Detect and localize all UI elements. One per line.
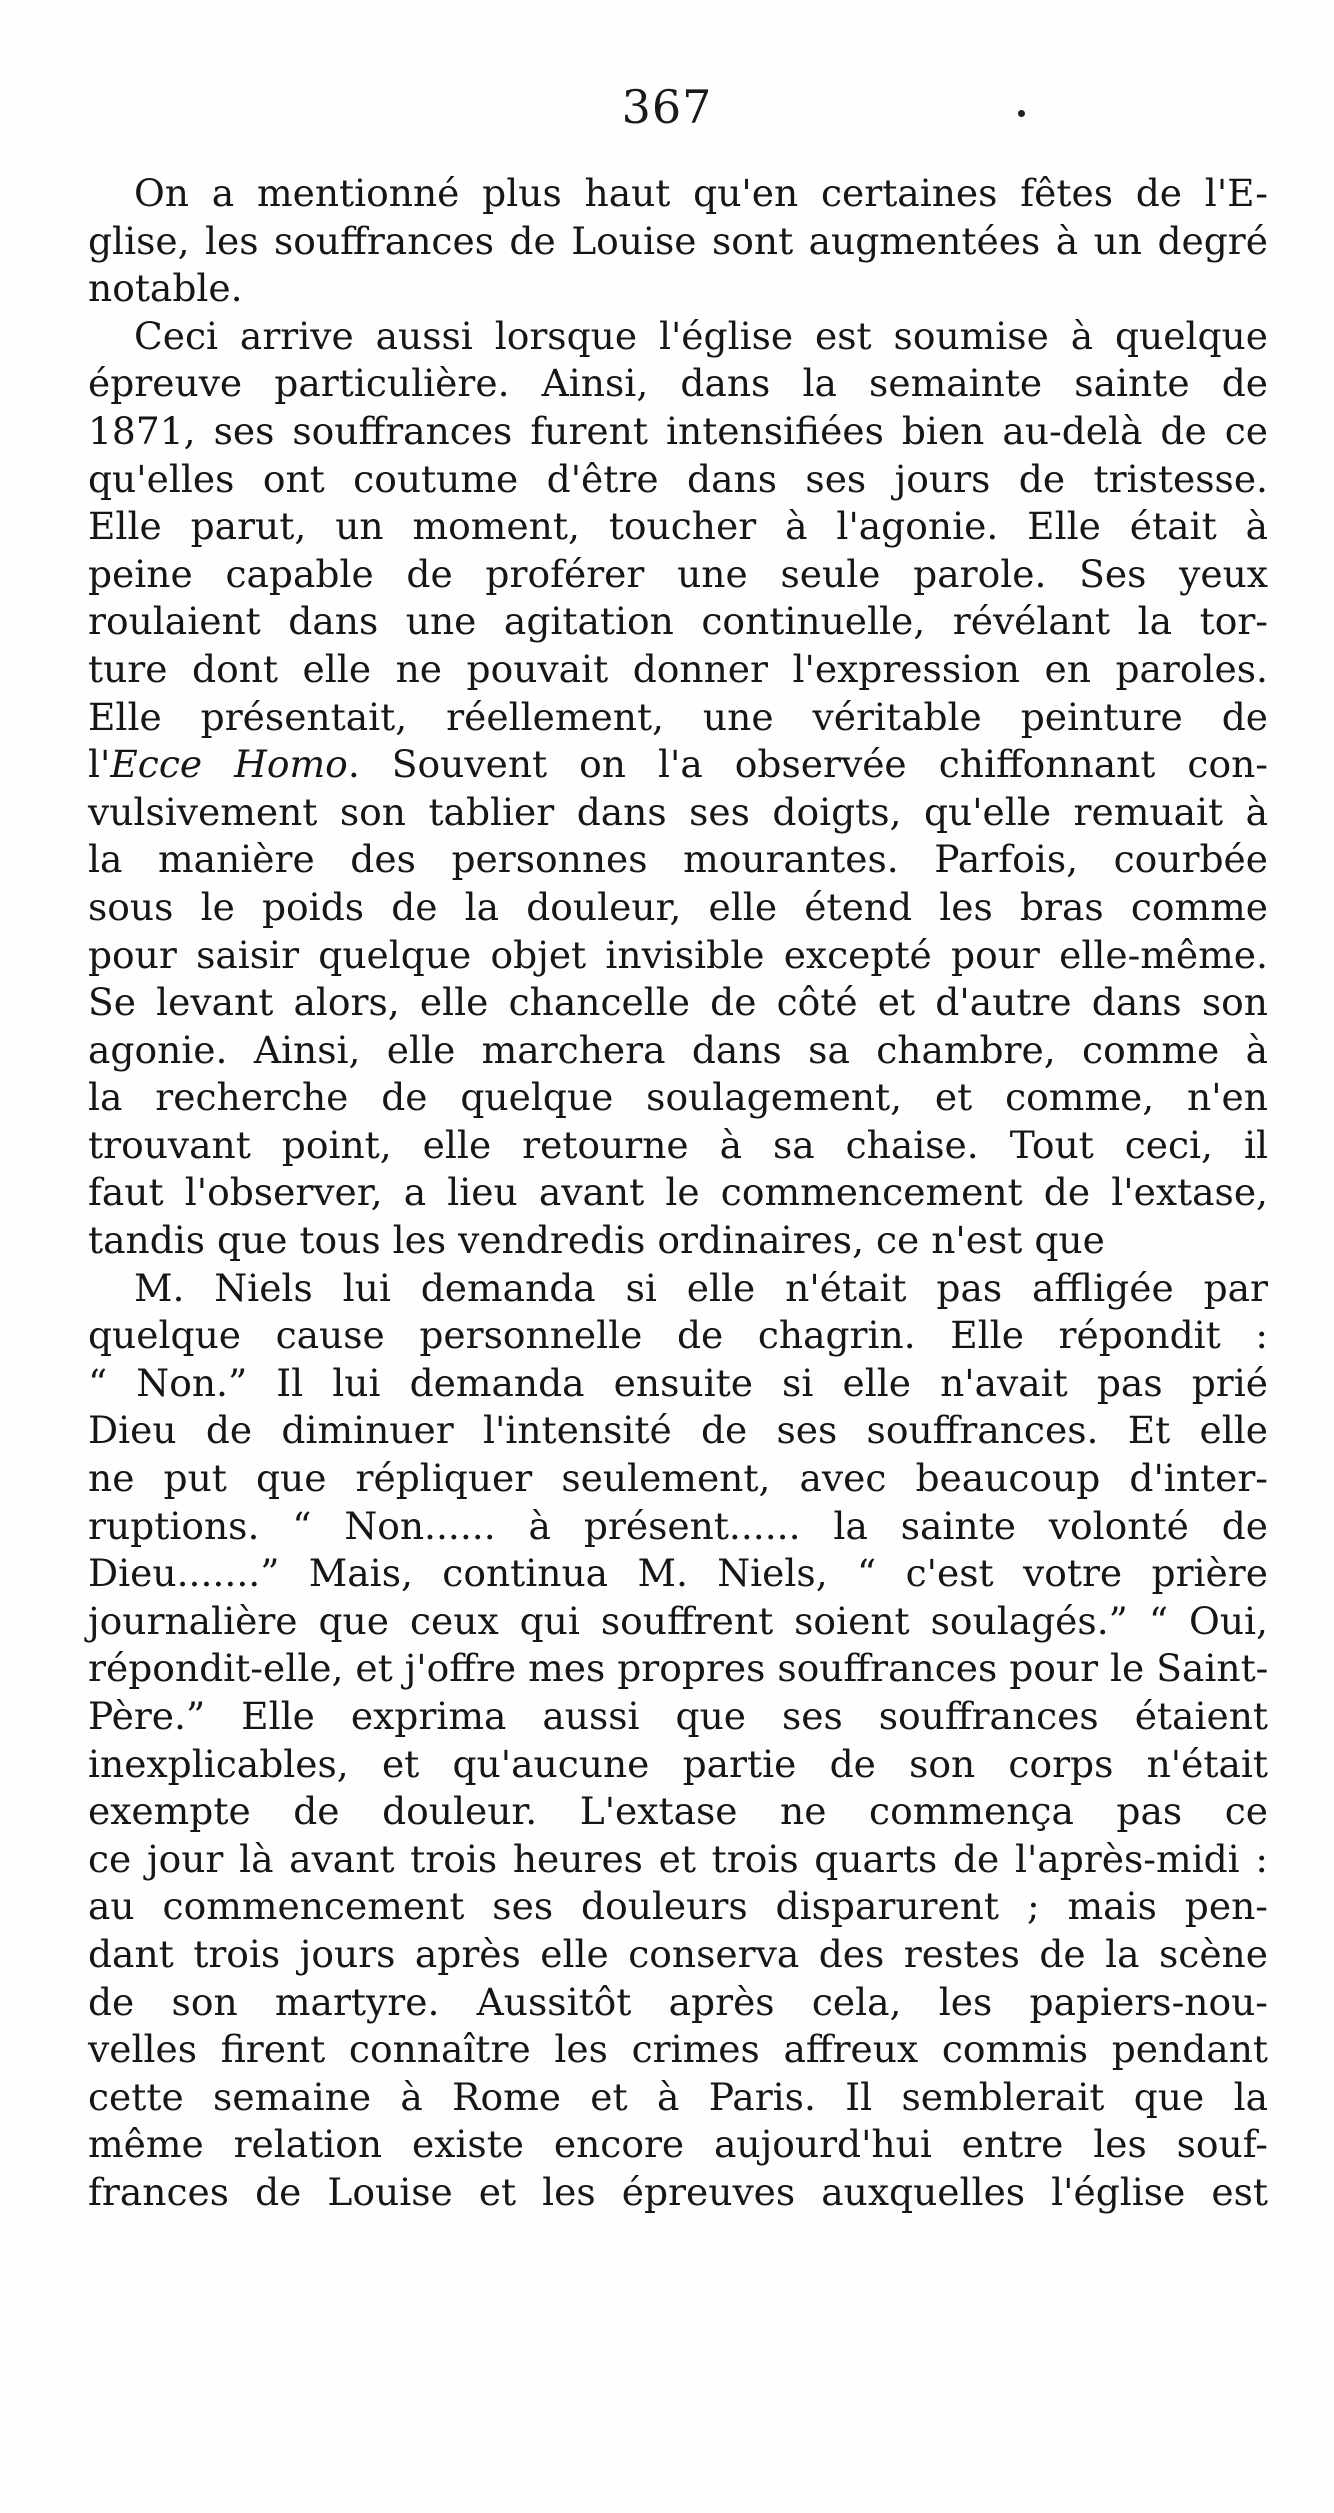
- text-line: la manière des personnes mourantes. Parfois, courbée: [88, 837, 1268, 882]
- text-line: de son martyre. Aussitôt après cela, les papiers-nou-: [88, 1979, 1268, 2024]
- text-line: dant trois jours après elle conserva des restes de la scène: [88, 1931, 1268, 1976]
- ink-speck: [1018, 110, 1025, 117]
- text-line: M. Niels lui demanda si elle n'était pas affligée par: [134, 1265, 1268, 1310]
- text-line: l'Ecce Homo. Souvent on l'a observée chiffonnant con-: [88, 742, 1268, 787]
- text-line: pour saisir quelque objet invisible excepté pour elle-même.: [88, 932, 1268, 977]
- italic-phrase: Ecce Homo: [110, 742, 348, 787]
- text-line: tandis que tous les vendredis ordinaires, ce n'est que: [88, 1218, 1105, 1263]
- text-line: notable.: [88, 266, 243, 311]
- text-line: faut l'observer, a lieu avant le commencement de l'extase,: [88, 1170, 1268, 1215]
- text-line: inexplicables, et qu'aucune partie de son corps n'était: [88, 1741, 1268, 1786]
- text-line: Elle parut, un moment, toucher à l'agonie. Elle était à: [88, 504, 1268, 549]
- body-text: [88, 170, 1268, 2217]
- text-line: ruptions. “ Non...... à présent...... la sainte volonté de: [88, 1503, 1268, 1548]
- paragraph: [88, 170, 1268, 313]
- text-line: “ Non.” Il lui demanda ensuite si elle n'avait pas prié: [88, 1360, 1268, 1405]
- text-line: ture dont elle ne pouvait donner l'expression en paroles.: [88, 646, 1268, 691]
- text-line: ce jour là avant trois heures et trois quarts de l'après-midi :: [88, 1836, 1268, 1881]
- text-line: Se levant alors, elle chancelle de côté et d'autre dans son: [88, 980, 1268, 1025]
- text-line: Elle présentait, réellement, une véritable peinture de: [88, 694, 1268, 739]
- paragraph: [88, 313, 1268, 1265]
- text-line: même relation existe encore aujourd'hui entre les souf-: [88, 2122, 1268, 2167]
- text-line: Père.” Elle exprima aussi que ses souffrances étaient: [88, 1694, 1268, 1738]
- text-line: la recherche de quelque soulagement, et comme, n'en: [88, 1075, 1268, 1120]
- text-line: trouvant point, elle retourne à sa chaise. Tout ceci, il: [88, 1122, 1268, 1167]
- text-line: journalière que ceux qui souffrent soient soulagés.” “ Oui,: [88, 1598, 1268, 1643]
- text-line: qu'elles ont coutume d'être dans ses jours de tristesse.: [88, 456, 1268, 501]
- text-line: roulaient dans une agitation continuelle, révélant la tor-: [88, 599, 1268, 644]
- text-line: On a mentionné plus haut qu'en certaines fêtes de l'E-: [134, 171, 1268, 215]
- text-line: velles firent connaître les crimes affreux commis pendant: [88, 2027, 1268, 2072]
- text-line: Dieu de diminuer l'intensité de ses souffrances. Et elle: [88, 1408, 1268, 1453]
- text-line: Ceci arrive aussi lorsque l'église est soumise à quelque: [134, 313, 1268, 358]
- text-line: vulsivement son tablier dans ses doigts, qu'elle remuait à: [88, 789, 1268, 834]
- text-line: ne put que répliquer seulement, avec beaucoup d'inter-: [88, 1456, 1268, 1501]
- text-line: répondit-elle, et j'offre mes propres souffrances pour le Saint-: [88, 1646, 1269, 1691]
- text-line: exempte de douleur. L'extase ne commença pas ce: [88, 1789, 1268, 1834]
- text-line: quelque cause personnelle de chagrin. Elle répondit :: [88, 1313, 1268, 1358]
- text-line: sous le poids de la douleur, elle étend les bras comme: [88, 884, 1268, 929]
- text-line: cette semaine à Rome et à Paris. Il semblerait que la: [88, 2074, 1268, 2119]
- text-line: glise, les souffrances de Louise sont augmentées à un degré: [88, 218, 1268, 263]
- text-line: agonie. Ainsi, elle marchera dans sa chambre, comme à: [88, 1027, 1268, 1072]
- page-number: 367: [621, 80, 713, 134]
- text-line: frances de Louise et les épreuves auxquelles l'église est: [88, 2169, 1268, 2214]
- paragraph: [88, 1265, 1268, 2217]
- text-line: Dieu.......” Mais, continua M. Niels, “ c'est votre prière: [88, 1551, 1268, 1596]
- text-line: peine capable de proférer une seule parole. Ses yeux: [88, 551, 1268, 596]
- text-line: épreuve particulière. Ainsi, dans la semainte sainte de: [88, 361, 1268, 406]
- text-line: au commencement ses douleurs disparurent ; mais pen-: [88, 1884, 1268, 1929]
- text-line: 1871, ses souffrances furent intensifiées bien au-delà de ce: [88, 408, 1268, 453]
